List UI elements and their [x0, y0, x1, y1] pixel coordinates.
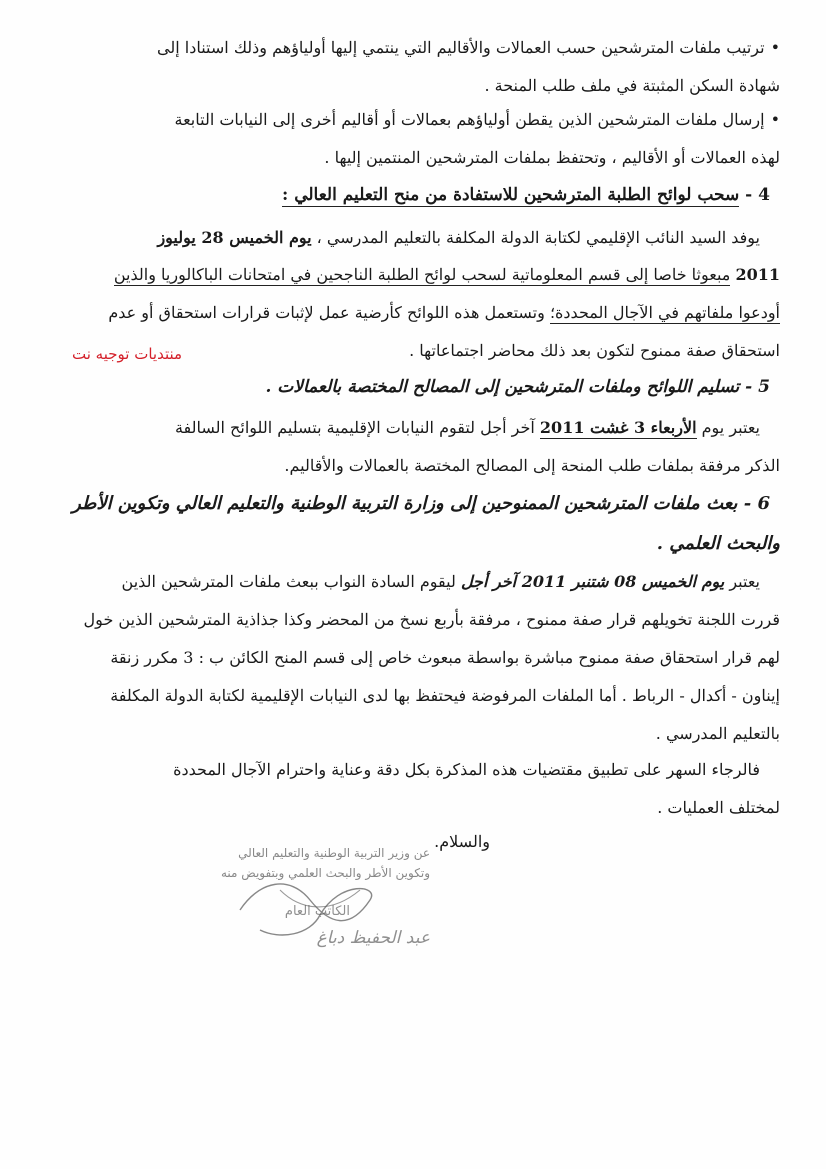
section-heading-6-cont: والبحث العلمي .	[656, 533, 780, 554]
bullet-line: • ترتيب ملفات المترشحين حسب العمالات والأقاليم التي ينتمي إليها أولياؤهم وذلك استنادا إلى	[70, 28, 780, 68]
paragraph-line: استحقاق صفة ممنوح لتكون بعد ذلك محاضر اجتماعاتها .	[409, 341, 780, 360]
bullet-line: • إرسال ملفات المترشحين الذين يقطن أولياؤهم بعمالات أو أقاليم أخرى إلى النيابات التابعة	[70, 100, 780, 140]
section-heading-5: 5 - تسليم اللوائح وملفات المترشحين إلى المصالح المختصة بالعمالات .	[265, 377, 770, 397]
paragraph-line: فالرجاء السهر على تطبيق مقتضيات هذه المذكرة بكل دقة وعناية واحترام الآجال المحددة	[173, 760, 760, 779]
paragraph-line: إيناون - أكدال - الرباط . أما الملفات المرفوضة فيحتفظ بها لدى النيابات الإقليمية لكتابة الدولة المكلفة	[110, 686, 780, 705]
stamp-line: وتكوين الأطر والبحث العلمي وبتفويض منه	[220, 866, 430, 880]
paragraph-line: يعتبر يوم الخميس 08 شتنبر 2011 آخر أجل ليقوم السادة النواب ببعث ملفات المترشحين الذين	[121, 572, 760, 591]
paragraph-line: لمختلف العمليات .	[657, 798, 780, 817]
handwritten-signature	[220, 870, 400, 950]
watermark-text: منتديات توجيه نت	[72, 345, 183, 363]
stamp-title: الكاتب العام	[284, 904, 350, 919]
paragraph-line: يعتبر يوم الأربعاء 3 غشت 2011 آخر أجل لتقوم النيابات الإقليمية بتسليم اللوائح السالفة	[174, 418, 760, 437]
stamp-name: عبد الحفيظ دباغ	[316, 928, 430, 948]
paragraph-line: بالتعليم المدرسي .	[655, 724, 780, 743]
text-line: لهذه العمالات أو الأقاليم ، وتحتفظ بملفات المترشحين المنتمين إليها .	[324, 148, 780, 167]
paragraph-line: 2011 مبعوثا خاصا إلى قسم المعلوماتية لسحب لوائح الطلبة الناجحين في امتحانات الباكالوريا والذين	[113, 265, 780, 284]
paragraph-line: الذكر مرفقة بملفات طلب المنحة إلى المصالح المختصة بالعمالات والأقاليم.	[284, 456, 780, 475]
paragraph-line: قررت اللجنة تخويلهم قرار صفة ممنوح ، مرفقة بأربع نسخ من المحضر وكذا جذاذية المترشحين الذين خول	[83, 610, 780, 629]
paragraph-line: لهم قرار استحقاق صفة ممنوح مباشرة بواسطة مبعوث خاص إلى قسم المنح الكائن ب : 3 مكرر زنقة	[110, 648, 780, 667]
text-line: شهادة السكن المثبتة في ملف طلب المنحة .	[484, 76, 780, 95]
stamp-line: عن وزير التربية الوطنية والتعليم العالي	[238, 846, 430, 860]
paragraph-line: أودعوا ملفاتهم في الآجال المحددة؛ وتستعمل هذه اللوائح كأرضية عمل لإثبات قرارات استحقاق أو عدم	[108, 303, 780, 322]
section-heading-6: 6 - بعث ملفات المترشحين الممنوحين إلى وزارة التربية الوطنية والتعليم العالي وتكوين الأطر	[72, 493, 770, 514]
closing-salutation: والسلام.	[434, 832, 490, 851]
paragraph-line: يوفد السيد النائب الإقليمي لكتابة الدولة المكلفة بالتعليم المدرسي ، يوم الخميس 28 يوليوز	[157, 228, 760, 247]
section-heading-4: 4 - سحب لوائح الطلبة المترشحين للاستفادة من منح التعليم العالي :	[282, 185, 770, 205]
